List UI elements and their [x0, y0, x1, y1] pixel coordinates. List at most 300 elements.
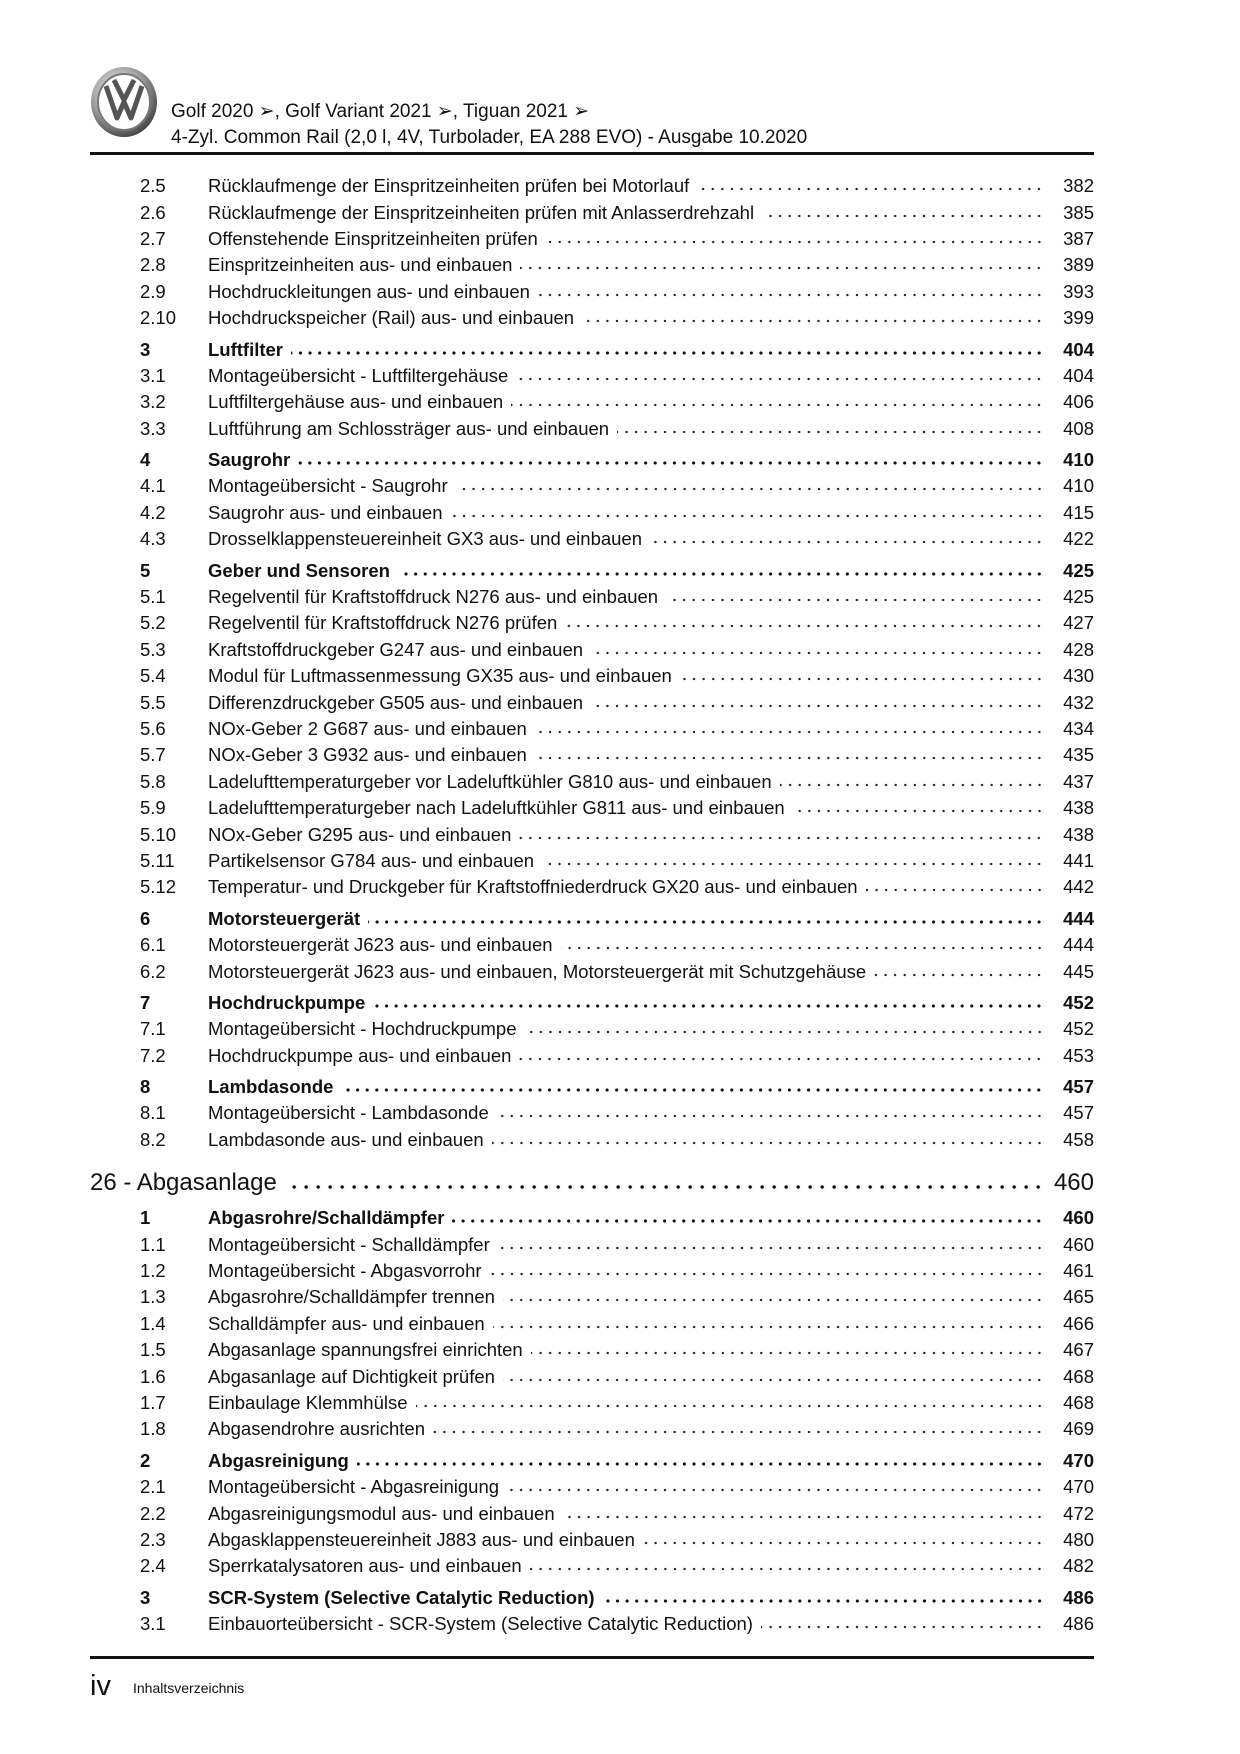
- dot-leader: [519, 835, 1044, 841]
- toc-entry-section[interactable]: [0, 173, 1240, 199]
- toc-entry-section[interactable]: [0, 663, 1240, 689]
- toc-entry-title: Kraftstoffdruckgeber G247 aus- und einbauen: [208, 638, 584, 660]
- toc-entry-page: 457: [1063, 1102, 1094, 1124]
- toc-entry-title-wrap: [208, 254, 1044, 276]
- toc-entry-page: 486: [1063, 1586, 1094, 1608]
- toc-entry-title-wrap: [208, 1102, 1044, 1124]
- toc-entry-chapter[interactable]: [0, 1074, 1240, 1100]
- toc-entry-number: 5.12: [140, 876, 177, 898]
- toc-entry-title: Saugrohr aus- und einbauen: [208, 501, 443, 523]
- toc-entry-section[interactable]: [0, 932, 1240, 958]
- toc-entry-section[interactable]: [0, 1016, 1240, 1042]
- toc-entry-number: 3: [140, 1586, 151, 1608]
- toc-entry-title-wrap: [208, 418, 1044, 440]
- toc-entry-section[interactable]: [0, 848, 1240, 874]
- toc-entry-page: 389: [1063, 254, 1094, 276]
- footer-page-number: iv: [90, 1670, 111, 1702]
- toc-entry-title: Luftführung am Schlossträger aus- und einbauen: [208, 417, 610, 439]
- toc-entry-section[interactable]: [0, 279, 1240, 305]
- dot-leader: [591, 650, 1044, 656]
- toc-entry-title: Luftfiltergehäuse aus- und einbauen: [208, 391, 504, 413]
- toc-entry-title-wrap: [208, 876, 1044, 898]
- toc-entry-title: Differenzdruckgeber G505 aus- und einbauen: [208, 691, 584, 713]
- toc-entry-section[interactable]: [0, 473, 1240, 499]
- toc-entry-number: 6: [140, 907, 151, 929]
- toc-entry-page: 468: [1063, 1365, 1094, 1387]
- toc-entry-section[interactable]: [0, 1500, 1240, 1526]
- toc-entry-title-wrap: [208, 502, 1044, 524]
- toc-entry-title: Geber und Sensoren: [208, 559, 390, 581]
- toc-entry-title: Einbauorteübersicht - SCR-System (Selective Catalytic Reduction): [208, 1613, 753, 1635]
- toc-entry-title-wrap: [208, 824, 1044, 846]
- dot-leader: [531, 1350, 1044, 1356]
- toc-entry-title: Rücklaufmenge der Einspritzeinheiten prüfen bei Motorlauf: [208, 175, 690, 197]
- vw-logo: [90, 66, 158, 138]
- toc-entry-page: 410: [1063, 449, 1094, 471]
- toc-entry-page: 452: [1063, 1018, 1094, 1040]
- dot-leader: [603, 1598, 1044, 1604]
- toc-entry-number: 2.1: [140, 1476, 166, 1498]
- dot-leader: [520, 265, 1044, 271]
- toc-entry-number: 2: [140, 1449, 151, 1471]
- toc-entry-number: 5.7: [140, 744, 166, 766]
- dot-leader: [780, 782, 1044, 788]
- toc-entry-page: 453: [1063, 1044, 1094, 1066]
- toc-entry-title: Motorsteuergerät J623 aus- und einbauen: [208, 934, 553, 956]
- toc-entry-section[interactable]: [0, 821, 1240, 847]
- toc-entry-page: 465: [1063, 1286, 1094, 1308]
- toc-entry-page: 460: [1063, 1207, 1094, 1229]
- dot-leader: [762, 213, 1044, 219]
- toc-entry-title-wrap: [208, 1450, 1044, 1472]
- toc-entry-number: 7: [140, 991, 151, 1013]
- toc-entry-chapter[interactable]: [0, 336, 1240, 362]
- dot-leader: [498, 1245, 1044, 1251]
- toc-entry-chapter[interactable]: [0, 447, 1240, 473]
- toc-entry-section[interactable]: [0, 1258, 1240, 1284]
- dot-leader: [519, 1056, 1044, 1062]
- toc-entry-section[interactable]: [0, 637, 1240, 663]
- toc-entry-number: 6.2: [140, 960, 166, 982]
- toc-entry-chapter[interactable]: [0, 906, 1240, 932]
- toc-entry-number: 8.1: [140, 1102, 166, 1124]
- dot-leader: [341, 1087, 1044, 1093]
- toc-entry-number: 3.1: [140, 1613, 166, 1635]
- toc-entry-title-wrap: [208, 1392, 1044, 1414]
- toc-entry-number: 4.2: [140, 501, 166, 523]
- toc-entry-number: 5.3: [140, 638, 166, 660]
- toc-entry-number: 2.10: [140, 307, 177, 329]
- toc-entry-title-wrap: [208, 1313, 1044, 1335]
- toc-entry-section[interactable]: [0, 199, 1240, 225]
- toc-entry-number: 6.1: [140, 934, 166, 956]
- toc-entry-page: 387: [1063, 227, 1094, 249]
- toc-entry-section[interactable]: [0, 1527, 1240, 1553]
- toc-entry-title: Temperatur- und Druckgeber für Kraftstoffniederdruck GX20 aus- und einbauen: [208, 876, 858, 898]
- toc-entry-section[interactable]: [0, 500, 1240, 526]
- toc-entry-section[interactable]: [0, 1416, 1240, 1442]
- toc-entry-number: 2.2: [140, 1502, 166, 1524]
- toc-entry-section[interactable]: [0, 1127, 1240, 1153]
- toc-entry-title: Montageübersicht - Luftfiltergehäuse: [208, 364, 509, 386]
- toc-entry-title-wrap: [208, 339, 1044, 361]
- dot-leader: [493, 1324, 1044, 1330]
- toc-entry-title: Montageübersicht - Saugrohr: [208, 475, 448, 497]
- toc-entry-page: 441: [1063, 849, 1094, 871]
- toc-entry-title: Lambdasonde: [208, 1076, 334, 1098]
- toc-entry-number: 1: [140, 1207, 151, 1229]
- toc-entry-title-wrap: [208, 281, 1044, 303]
- toc-entry-title-wrap: [208, 365, 1044, 387]
- toc-entry-page: 415: [1063, 501, 1094, 523]
- dot-leader: [507, 1487, 1044, 1493]
- toc-entry-title-wrap: [208, 992, 1044, 1014]
- toc-entry-title-wrap: [208, 307, 1044, 329]
- toc-entry-title-wrap: [208, 1045, 1044, 1067]
- toc-entry-number: 3.3: [140, 417, 166, 439]
- toc-entry-section[interactable]: [0, 416, 1240, 442]
- header-engine: 4-Zyl. Common Rail (2,0 l, 4V, Turbolader, EA 288 EVO) - Ausgabe 10.2020: [171, 127, 808, 148]
- toc-entry-number: 2.3: [140, 1528, 166, 1550]
- toc-entry-section[interactable]: [0, 689, 1240, 715]
- toc-entry-chapter[interactable]: [0, 1585, 1240, 1611]
- toc-entry-chapter[interactable]: [0, 1448, 1240, 1474]
- toc-entry-page: 466: [1063, 1312, 1094, 1334]
- dot-leader: [530, 1566, 1044, 1572]
- toc-entry-title-wrap: [208, 692, 1044, 714]
- toc-entry-title-wrap: [208, 1476, 1044, 1498]
- toc-entry-section[interactable]: [0, 1043, 1240, 1069]
- toc-entry-title-wrap: [208, 1339, 1044, 1361]
- toc-entry-section[interactable]: [0, 1474, 1240, 1500]
- toc-entry-section[interactable]: [0, 1284, 1240, 1310]
- toc-entry-title-wrap: [208, 1286, 1044, 1308]
- toc-entry-title-wrap: [208, 665, 1044, 687]
- toc-entry-title: Drosselklappensteuereinheit GX3 aus- und einbauen: [208, 528, 643, 550]
- dot-leader: [298, 460, 1044, 466]
- toc-entry-number: 7.2: [140, 1044, 166, 1066]
- toc-entry-section[interactable]: [0, 795, 1240, 821]
- dot-leader: [666, 597, 1044, 603]
- toc-entry-page: 428: [1063, 638, 1094, 660]
- toc-entry-section[interactable]: [0, 1363, 1240, 1389]
- toc-entry-title: Abgasanlage spannungsfrei einrichten: [208, 1339, 523, 1361]
- dot-leader: [650, 539, 1044, 545]
- toc-entry-page: 472: [1063, 1502, 1094, 1524]
- toc-entry-number: 7.1: [140, 1018, 166, 1040]
- toc-entry-section[interactable]: [0, 1311, 1240, 1337]
- toc-entry-number: 5: [140, 559, 151, 581]
- toc-entry-number: 5.1: [140, 586, 166, 608]
- toc-entry-section[interactable]: [0, 1231, 1240, 1257]
- dot-leader: [291, 350, 1044, 356]
- toc-entry-title: Abgasanlage auf Dichtigkeit prüfen: [208, 1365, 495, 1387]
- dot-leader: [565, 623, 1044, 629]
- toc-entry-page: 467: [1063, 1339, 1094, 1361]
- toc-entry-section[interactable]: [0, 252, 1240, 278]
- toc-entry-page: 468: [1063, 1391, 1094, 1413]
- dot-leader: [357, 1461, 1044, 1467]
- toc-entry-page: 435: [1063, 744, 1094, 766]
- dot-leader: [433, 1429, 1044, 1435]
- toc-entry-page: 469: [1063, 1418, 1094, 1440]
- toc-entry-title: Montageübersicht - Schalldämpfer: [208, 1233, 490, 1255]
- dot-leader: [697, 186, 1044, 192]
- toc-entry-title: NOx-Geber 2 G687 aus- und einbauen: [208, 718, 527, 739]
- dot-leader: [503, 1377, 1044, 1383]
- toc-entry-number: 1.2: [140, 1260, 166, 1282]
- toc-entry-page: 461: [1063, 1260, 1094, 1282]
- dot-leader: [582, 318, 1044, 324]
- toc-entry-title: SCR-System (Selective Catalytic Reduction): [208, 1586, 595, 1608]
- toc-entry-title: Sperrkatalysatoren aus- und einbauen: [208, 1555, 522, 1577]
- toc-entry-number: 2.8: [140, 254, 166, 276]
- toc-entry-title-wrap: [208, 771, 1044, 793]
- dot-leader: [452, 1218, 1044, 1224]
- footer-label: Inhaltsverzeichnis: [133, 1680, 245, 1696]
- toc-entry-section[interactable]: [0, 226, 1240, 252]
- toc-entry-page: 408: [1063, 417, 1094, 439]
- toc-entry-number: 3.2: [140, 391, 166, 413]
- toc-entry-number: 2.4: [140, 1555, 166, 1577]
- toc-entry-title-wrap: [208, 391, 1044, 413]
- toc-entry-title-wrap: [208, 1234, 1044, 1256]
- toc-entry-number: 4.1: [140, 475, 166, 497]
- toc-entry-title: Regelventil für Kraftstoffdruck N276 aus- und einbauen: [208, 586, 659, 608]
- toc-entry-title: Hochdruckpumpe: [208, 991, 366, 1013]
- dot-leader: [492, 1140, 1044, 1146]
- toc-entry-section[interactable]: [0, 584, 1240, 610]
- toc-entry-section[interactable]: [0, 305, 1240, 331]
- toc-entry-section[interactable]: [0, 1553, 1240, 1579]
- toc-entry-page: 437: [1063, 770, 1094, 792]
- toc-entry-title-wrap: [208, 961, 1044, 983]
- toc-entry-title: Montageübersicht - Lambdasonde: [208, 1102, 489, 1124]
- toc-entry-title-wrap: [90, 1169, 1044, 1197]
- toc-entry-title-wrap: [208, 1418, 1044, 1440]
- toc-entry-title-wrap: [208, 586, 1044, 608]
- dot-leader: [546, 239, 1044, 245]
- toc-entry-number: 5.6: [140, 718, 166, 739]
- toc-entry-title-wrap: [208, 449, 1044, 471]
- toc-entry-number: 2.9: [140, 280, 166, 302]
- toc-entry-title: Einbaulage Klemmhülse: [208, 1391, 408, 1413]
- dot-leader: [591, 703, 1044, 709]
- toc-entry-chapter[interactable]: [0, 557, 1240, 583]
- toc-entry-page: 457: [1063, 1076, 1094, 1098]
- toc-entry-number: 1.4: [140, 1312, 166, 1334]
- dot-leader: [416, 1403, 1044, 1409]
- toc-entry-section[interactable]: [0, 389, 1240, 415]
- toc-entry-chapter[interactable]: [0, 1205, 1240, 1231]
- dot-leader: [373, 1003, 1044, 1009]
- toc-entry-number: 1.7: [140, 1391, 166, 1413]
- toc-entry-title-wrap: [208, 1260, 1044, 1282]
- toc-entry-title-wrap: [208, 528, 1044, 550]
- toc-entry-section[interactable]: [0, 1337, 1240, 1363]
- toc-entry-number: 1.8: [140, 1418, 166, 1440]
- toc-entry-page: 480: [1063, 1528, 1094, 1550]
- toc-entry-section[interactable]: [0, 769, 1240, 795]
- toc-entry-title: Motorsteuergerät: [208, 907, 361, 929]
- dot-leader: [525, 1029, 1045, 1035]
- header-rule: [90, 152, 1094, 155]
- dot-leader: [866, 887, 1044, 893]
- toc-entry-title-wrap: [208, 1207, 1044, 1229]
- toc-entry-section[interactable]: [0, 874, 1240, 900]
- toc-entry-page: 404: [1063, 364, 1094, 386]
- dot-leader: [535, 755, 1044, 761]
- toc-entry-number: 1.1: [140, 1233, 166, 1255]
- toc-entry-page: 442: [1063, 876, 1094, 898]
- toc-entry-title: NOx-Geber 3 G932 aus- und einbauen: [208, 744, 527, 766]
- toc-entry-title-wrap: [208, 908, 1044, 930]
- toc-entry-title: Luftfilter: [208, 338, 284, 360]
- toc-entry-page: 432: [1063, 691, 1094, 713]
- dot-leader: [563, 1514, 1044, 1520]
- toc-entry-title: Modul für Luftmassenmessung GX35 aus- und einbauen: [208, 665, 672, 687]
- toc-entry-number: 5.11: [140, 849, 175, 871]
- toc-entry-section[interactable]: [0, 363, 1240, 389]
- toc-entry-number: 3: [140, 338, 151, 360]
- dot-leader: [516, 376, 1044, 382]
- toc-entry-section[interactable]: [0, 1100, 1240, 1126]
- toc-entry-number: 5.2: [140, 612, 166, 634]
- toc-entry-title-wrap: [208, 1555, 1044, 1577]
- toc-entry-page: 460: [1053, 1169, 1094, 1197]
- toc-entry-title: Saugrohr: [208, 449, 291, 471]
- toc-entry-title-wrap: [208, 1129, 1044, 1151]
- toc-entry-page: 470: [1063, 1476, 1094, 1498]
- toc-entry-page: 458: [1063, 1128, 1094, 1150]
- toc-entry-title-wrap: [208, 228, 1044, 250]
- toc-entry-title-wrap: [208, 1503, 1044, 1525]
- toc-entry-number: 3.1: [140, 364, 166, 386]
- toc-entry-title: Montageübersicht - Abgasreinigung: [208, 1476, 500, 1498]
- dot-leader: [398, 571, 1044, 577]
- toc-entry-page: 425: [1063, 559, 1094, 581]
- toc-entry-title: 26 - Abgasanlage: [90, 1169, 277, 1197]
- toc-entry-title-wrap: [208, 1076, 1044, 1098]
- toc-entry-title: Hochdruckpumpe aus- und einbauen: [208, 1044, 512, 1066]
- toc-entry-page: 444: [1063, 907, 1094, 929]
- toc-entry-title: Abgasendrohre ausrichten: [208, 1418, 426, 1440]
- toc-entry-title: Abgasreinigung: [208, 1449, 349, 1471]
- toc-entry-chapter[interactable]: [0, 990, 1240, 1016]
- toc-entry-page: 425: [1063, 586, 1094, 608]
- dot-leader: [451, 513, 1044, 519]
- toc-entry-number: 8: [140, 1076, 151, 1098]
- toc-entry-page: 452: [1063, 991, 1094, 1013]
- dot-leader: [874, 972, 1044, 978]
- toc-entry-number: 1.3: [140, 1286, 166, 1308]
- toc-entry-title: Abgasklappensteuereinheit J883 aus- und einbauen: [208, 1528, 635, 1550]
- toc-entry-title-wrap: [208, 175, 1044, 197]
- toc-entry-page: 460: [1063, 1233, 1094, 1255]
- footer-rule: [90, 1656, 1094, 1659]
- toc-entry-title: Partikelsensor G784 aus- und einbauen: [208, 849, 535, 871]
- toc-entry-title-wrap: [208, 202, 1044, 224]
- toc-entry-section[interactable]: [0, 1611, 1240, 1637]
- toc-entry-page: 427: [1063, 612, 1094, 634]
- toc-entry-number: 4.3: [140, 528, 166, 550]
- toc-entry-title: Hochdruckspeicher (Rail) aus- und einbauen: [208, 307, 575, 329]
- toc-entry-title: Schalldämpfer aus- und einbauen: [208, 1312, 485, 1334]
- toc-entry-title: Abgasreinigungsmodul aus- und einbauen: [208, 1502, 555, 1524]
- toc-entry-title-wrap: [208, 797, 1044, 819]
- toc-entry-page: 399: [1063, 307, 1094, 329]
- toc-entry-number: 8.2: [140, 1128, 166, 1150]
- toc-entry-number: 1.6: [140, 1365, 166, 1387]
- toc-entry-page: 410: [1063, 475, 1094, 497]
- toc-entry-title: Montageübersicht - Hochdruckpumpe: [208, 1018, 517, 1040]
- toc-entry-title: Regelventil für Kraftstoffdruck N276 prüfen: [208, 612, 558, 634]
- toc-entry-section[interactable]: [0, 610, 1240, 636]
- toc-entry-number: 1.5: [140, 1339, 166, 1361]
- toc-entry-title: Montageübersicht - Abgasvorrohr: [208, 1260, 482, 1282]
- toc-entry-page: 404: [1063, 338, 1094, 360]
- toc-entry-part[interactable]: [0, 1166, 1240, 1200]
- toc-entry-page: 482: [1063, 1555, 1094, 1577]
- toc-entry-page: 486: [1063, 1613, 1094, 1635]
- toc-entry-title: Offenstehende Einspritzeinheiten prüfen: [208, 227, 538, 249]
- toc-entry-number: 5.5: [140, 691, 166, 713]
- toc-entry-page: 434: [1063, 718, 1094, 739]
- toc-entry-title: Lambdasonde aus- und einbauen: [208, 1128, 484, 1150]
- toc-entry-title-wrap: [208, 560, 1044, 582]
- toc-entry-title-wrap: [208, 1529, 1044, 1551]
- toc-entry-number: 2.7: [140, 227, 166, 249]
- toc-entry-title-wrap: [208, 612, 1044, 634]
- toc-entry-page: 385: [1063, 201, 1094, 223]
- toc-entry-section[interactable]: [0, 526, 1240, 552]
- toc-entry-section[interactable]: [0, 742, 1240, 768]
- toc-entry-title-wrap: [208, 1018, 1044, 1040]
- toc-entry-title-wrap: [208, 1587, 1044, 1609]
- toc-entry-section[interactable]: [0, 716, 1240, 742]
- toc-entry-section[interactable]: [0, 1390, 1240, 1416]
- dot-leader: [643, 1540, 1044, 1546]
- dot-leader: [542, 861, 1044, 867]
- toc-entry-title: Abgasrohre/Schalldämpfer: [208, 1207, 445, 1229]
- toc-entry-title-wrap: [208, 475, 1044, 497]
- dot-leader: [503, 1297, 1044, 1303]
- header-models: Golf 2020 ➢, Golf Variant 2021 ➢, Tiguan 2021 ➢: [171, 101, 590, 122]
- toc-entry-number: 2.5: [140, 175, 166, 197]
- toc-entry-page: 422: [1063, 528, 1094, 550]
- dot-leader: [793, 808, 1044, 814]
- toc-entry-page: 445: [1063, 960, 1094, 982]
- toc-entry-section[interactable]: [0, 958, 1240, 984]
- toc-entry-title-wrap: [208, 744, 1044, 766]
- toc-entry-number: 2.6: [140, 201, 166, 223]
- toc-entry-page: 406: [1063, 391, 1094, 413]
- toc-entry-page: 444: [1063, 934, 1094, 956]
- toc-entry-title-wrap: [208, 718, 1044, 740]
- toc-entry-number: 4: [140, 449, 151, 471]
- dot-leader: [456, 486, 1044, 492]
- toc-entry-title: Abgasrohre/Schalldämpfer trennen: [208, 1286, 495, 1308]
- dot-leader: [538, 292, 1044, 298]
- toc-entry-page: 438: [1063, 797, 1094, 819]
- table-of-contents: [0, 173, 1240, 1637]
- toc-entry-page: 382: [1063, 175, 1094, 197]
- toc-entry-number: 5.10: [140, 823, 177, 845]
- toc-entry-title-wrap: [208, 934, 1044, 956]
- toc-entry-number: 5.8: [140, 770, 166, 792]
- toc-entry-title: NOx-Geber G295 aus- und einbauen: [208, 823, 512, 845]
- toc-entry-title: Ladelufttemperaturgeber nach Ladeluftkühler G811 aus- und einbauen: [208, 797, 785, 819]
